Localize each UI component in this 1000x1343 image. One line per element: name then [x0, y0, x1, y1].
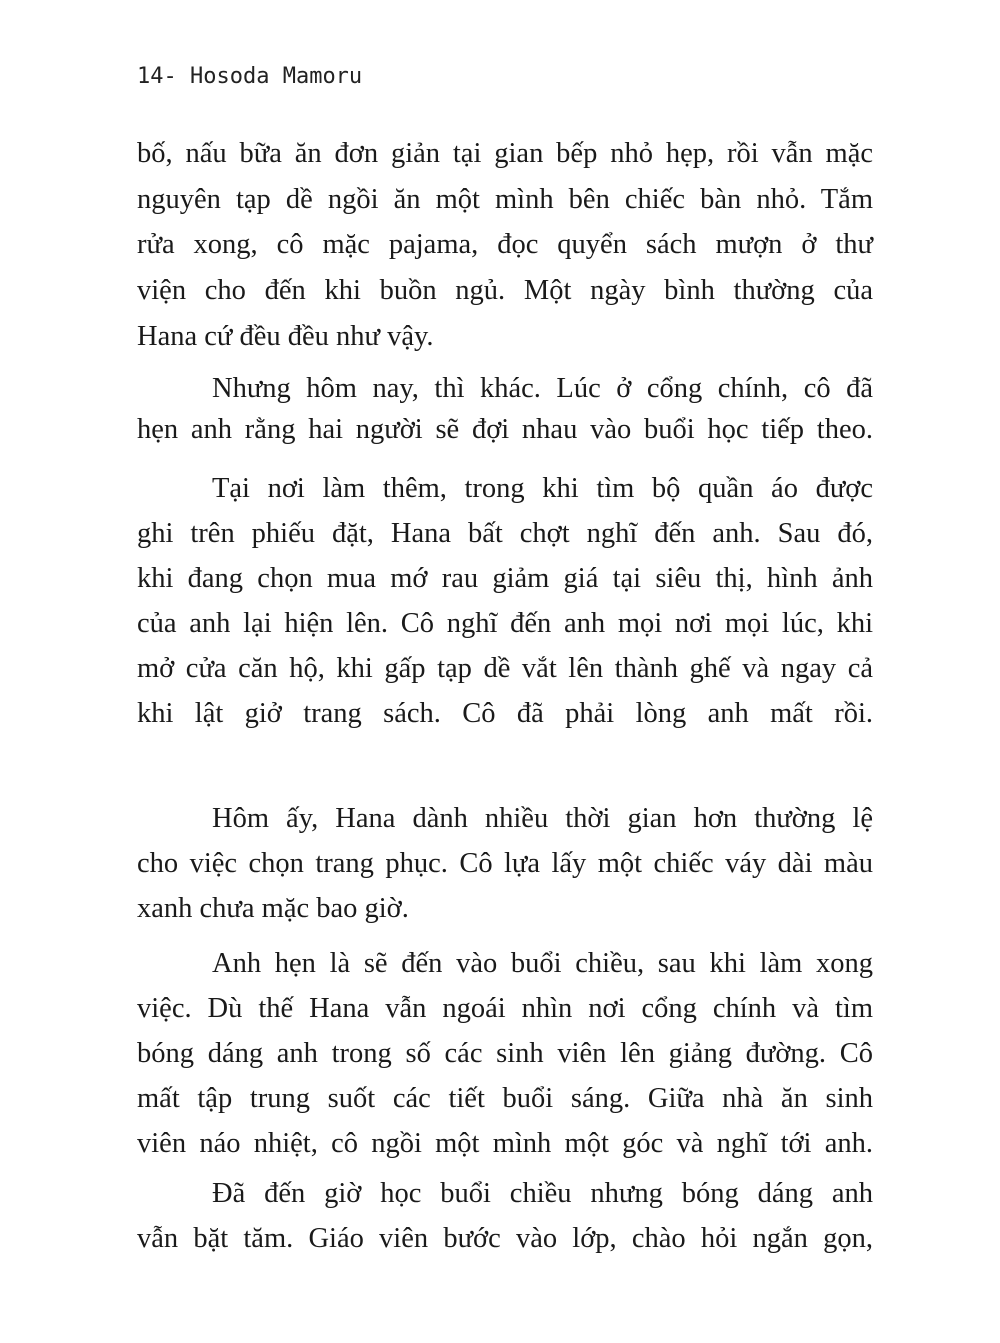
running-title: - Hosoda Mamoru [163, 64, 363, 89]
text-line: khi đang chọn mua mớ rau giảm giá tại siêu thị, hình ảnh [137, 563, 873, 594]
text-line: cho việc chọn trang phục. Cô lựa lấy một chiếc váy dài màu [137, 848, 873, 879]
text-line: khi lật giở trang sách. Cô đã phải lòng anh mất rồi. [137, 698, 873, 729]
text-line: mất tập trung suốt các tiết buổi sáng. Giữa nhà ăn sinh [137, 1083, 873, 1114]
text-line: rửa xong, cô mặc pajama, đọc quyển sách mượn ở thư [137, 229, 873, 260]
text-line: Anh hẹn là sẽ đến vào buổi chiều, sau khi làm xong [212, 948, 873, 979]
text-line: mở cửa căn hộ, khi gấp tạp dề vắt lên thành ghế và ngay cả [137, 653, 873, 684]
text-line: việc. Dù thế Hana vẫn ngoái nhìn nơi cổng chính và tìm [137, 993, 873, 1024]
text-line: của anh lại hiện lên. Cô nghĩ đến anh mọi nơi mọi lúc, khi [137, 608, 873, 639]
running-header [137, 64, 362, 89]
text-line: Hôm ấy, Hana dành nhiều thời gian hơn thường lệ [212, 803, 873, 834]
text-line: xanh chưa mặc bao giờ. [137, 893, 409, 924]
text-line: viên náo nhiệt, cô ngồi một mình một góc và nghĩ tới anh. [137, 1128, 873, 1159]
text-line: nguyên tạp dề ngồi ăn một mình bên chiếc bàn nhỏ. Tắm [137, 184, 873, 215]
text-line: Nhưng hôm nay, thì khác. Lúc ở cổng chính, cô đã [212, 373, 873, 404]
text-line: viện cho đến khi buồn ngủ. Một ngày bình thường của [137, 275, 873, 306]
text-line: bóng dáng anh trong số các sinh viên lên giảng đường. Cô [137, 1038, 873, 1069]
text-line: ghi trên phiếu đặt, Hana bất chợt nghĩ đến anh. Sau đó, [137, 518, 873, 549]
text-line: vẫn bặt tăm. Giáo viên bước vào lớp, chào hỏi ngắn gọn, [137, 1223, 873, 1254]
page-number: 14 [137, 64, 164, 89]
text-line: Tại nơi làm thêm, trong khi tìm bộ quần áo được [212, 473, 873, 504]
text-line: Hana cứ đều đều như vậy. [137, 321, 434, 352]
text-line: bố, nấu bữa ăn đơn giản tại gian bếp nhỏ hẹp, rồi vẫn mặc [137, 138, 873, 169]
text-line: hẹn anh rằng hai người sẽ đợi nhau vào buổi học tiếp theo. [137, 414, 873, 445]
text-line: Đã đến giờ học buổi chiều nhưng bóng dáng anh [212, 1178, 873, 1209]
